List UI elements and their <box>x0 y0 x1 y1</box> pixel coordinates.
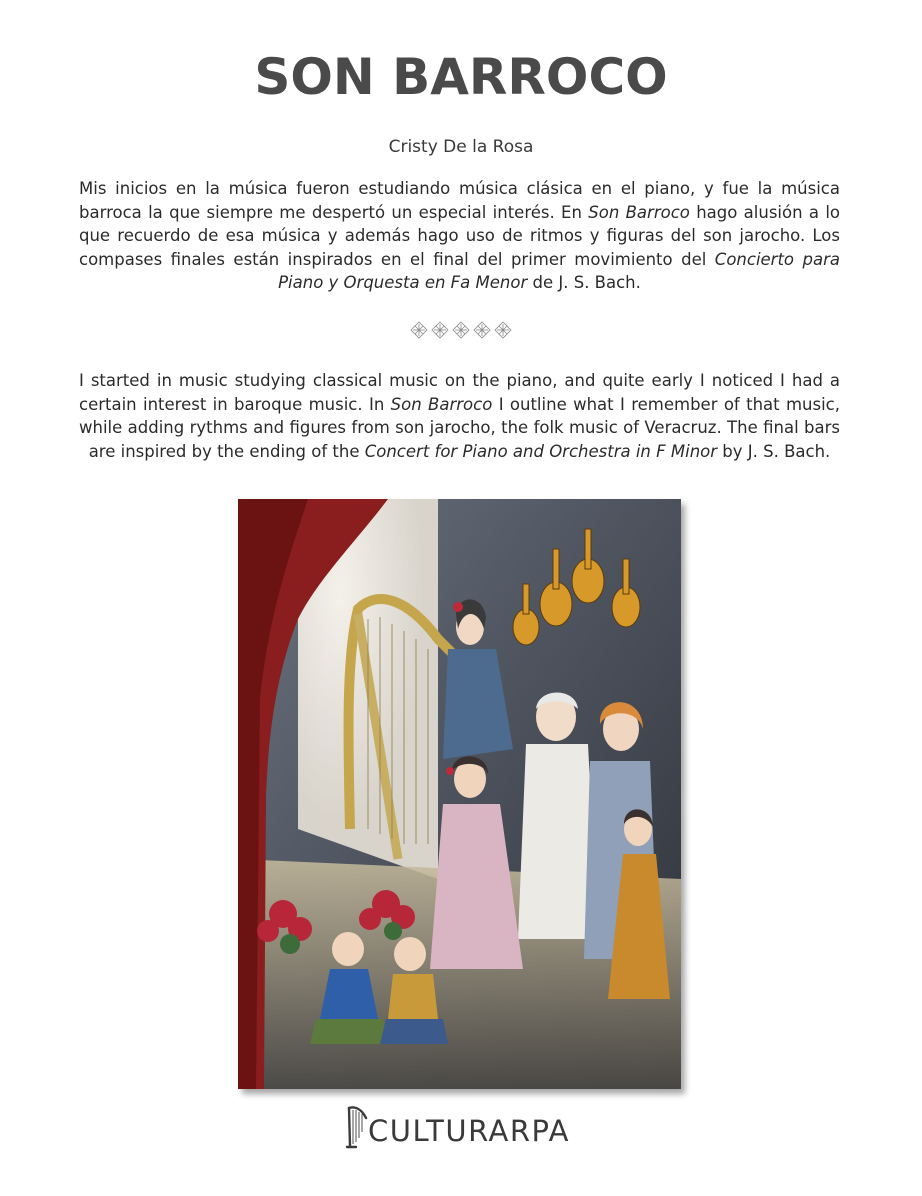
harp-icon <box>344 1104 370 1150</box>
author-name: Cristy De la Rosa <box>388 137 534 157</box>
page-title: SON BARROCO <box>254 48 668 106</box>
culturarpa-logo <box>344 1104 584 1152</box>
english-paragraph <box>79 369 840 463</box>
english-italic-title: Son Barroco <box>390 394 493 414</box>
spanish-text-1: Mis inicios en la música fueron estudiando música clásica en el piano, y fue la música barroca la que siempre me despertó un especial interés. En <box>79 179 840 222</box>
spanish-italic-title: Son Barroco <box>588 202 690 222</box>
snowflake-ornament-icon <box>409 321 513 339</box>
illustration-image <box>238 499 681 1089</box>
english-text-1: I started in music studying classical music on the piano, and quite early I noticed I had a certain interest in baroque music. In <box>79 371 840 414</box>
spanish-text-3: de J. S. Bach. <box>527 273 641 292</box>
logo-text: CULTURARPA <box>368 1114 571 1148</box>
english-italic-concert: Concert for Piano and Orchestra in F Minor <box>364 441 718 461</box>
spanish-italic-concerto: Concierto para Piano y Orquesta en Fa Menor <box>278 249 840 292</box>
spanish-text-2: hago alusión a lo que recuerdo de esa música y además hago uso de ritmos y figuras del son jarocho. Los compases finales están inspirados en el final del primer movimiento del <box>79 202 841 269</box>
english-text-3: by J. S. Bach. <box>717 441 831 461</box>
english-text-2: I outline what I remember of that music, while adding rythms and figures from son jarocho, the folk music of Veracruz. The final bars are inspired by the ending of the <box>79 394 840 461</box>
family-harp-illustration-icon <box>238 499 681 1089</box>
spanish-paragraph <box>79 177 840 295</box>
